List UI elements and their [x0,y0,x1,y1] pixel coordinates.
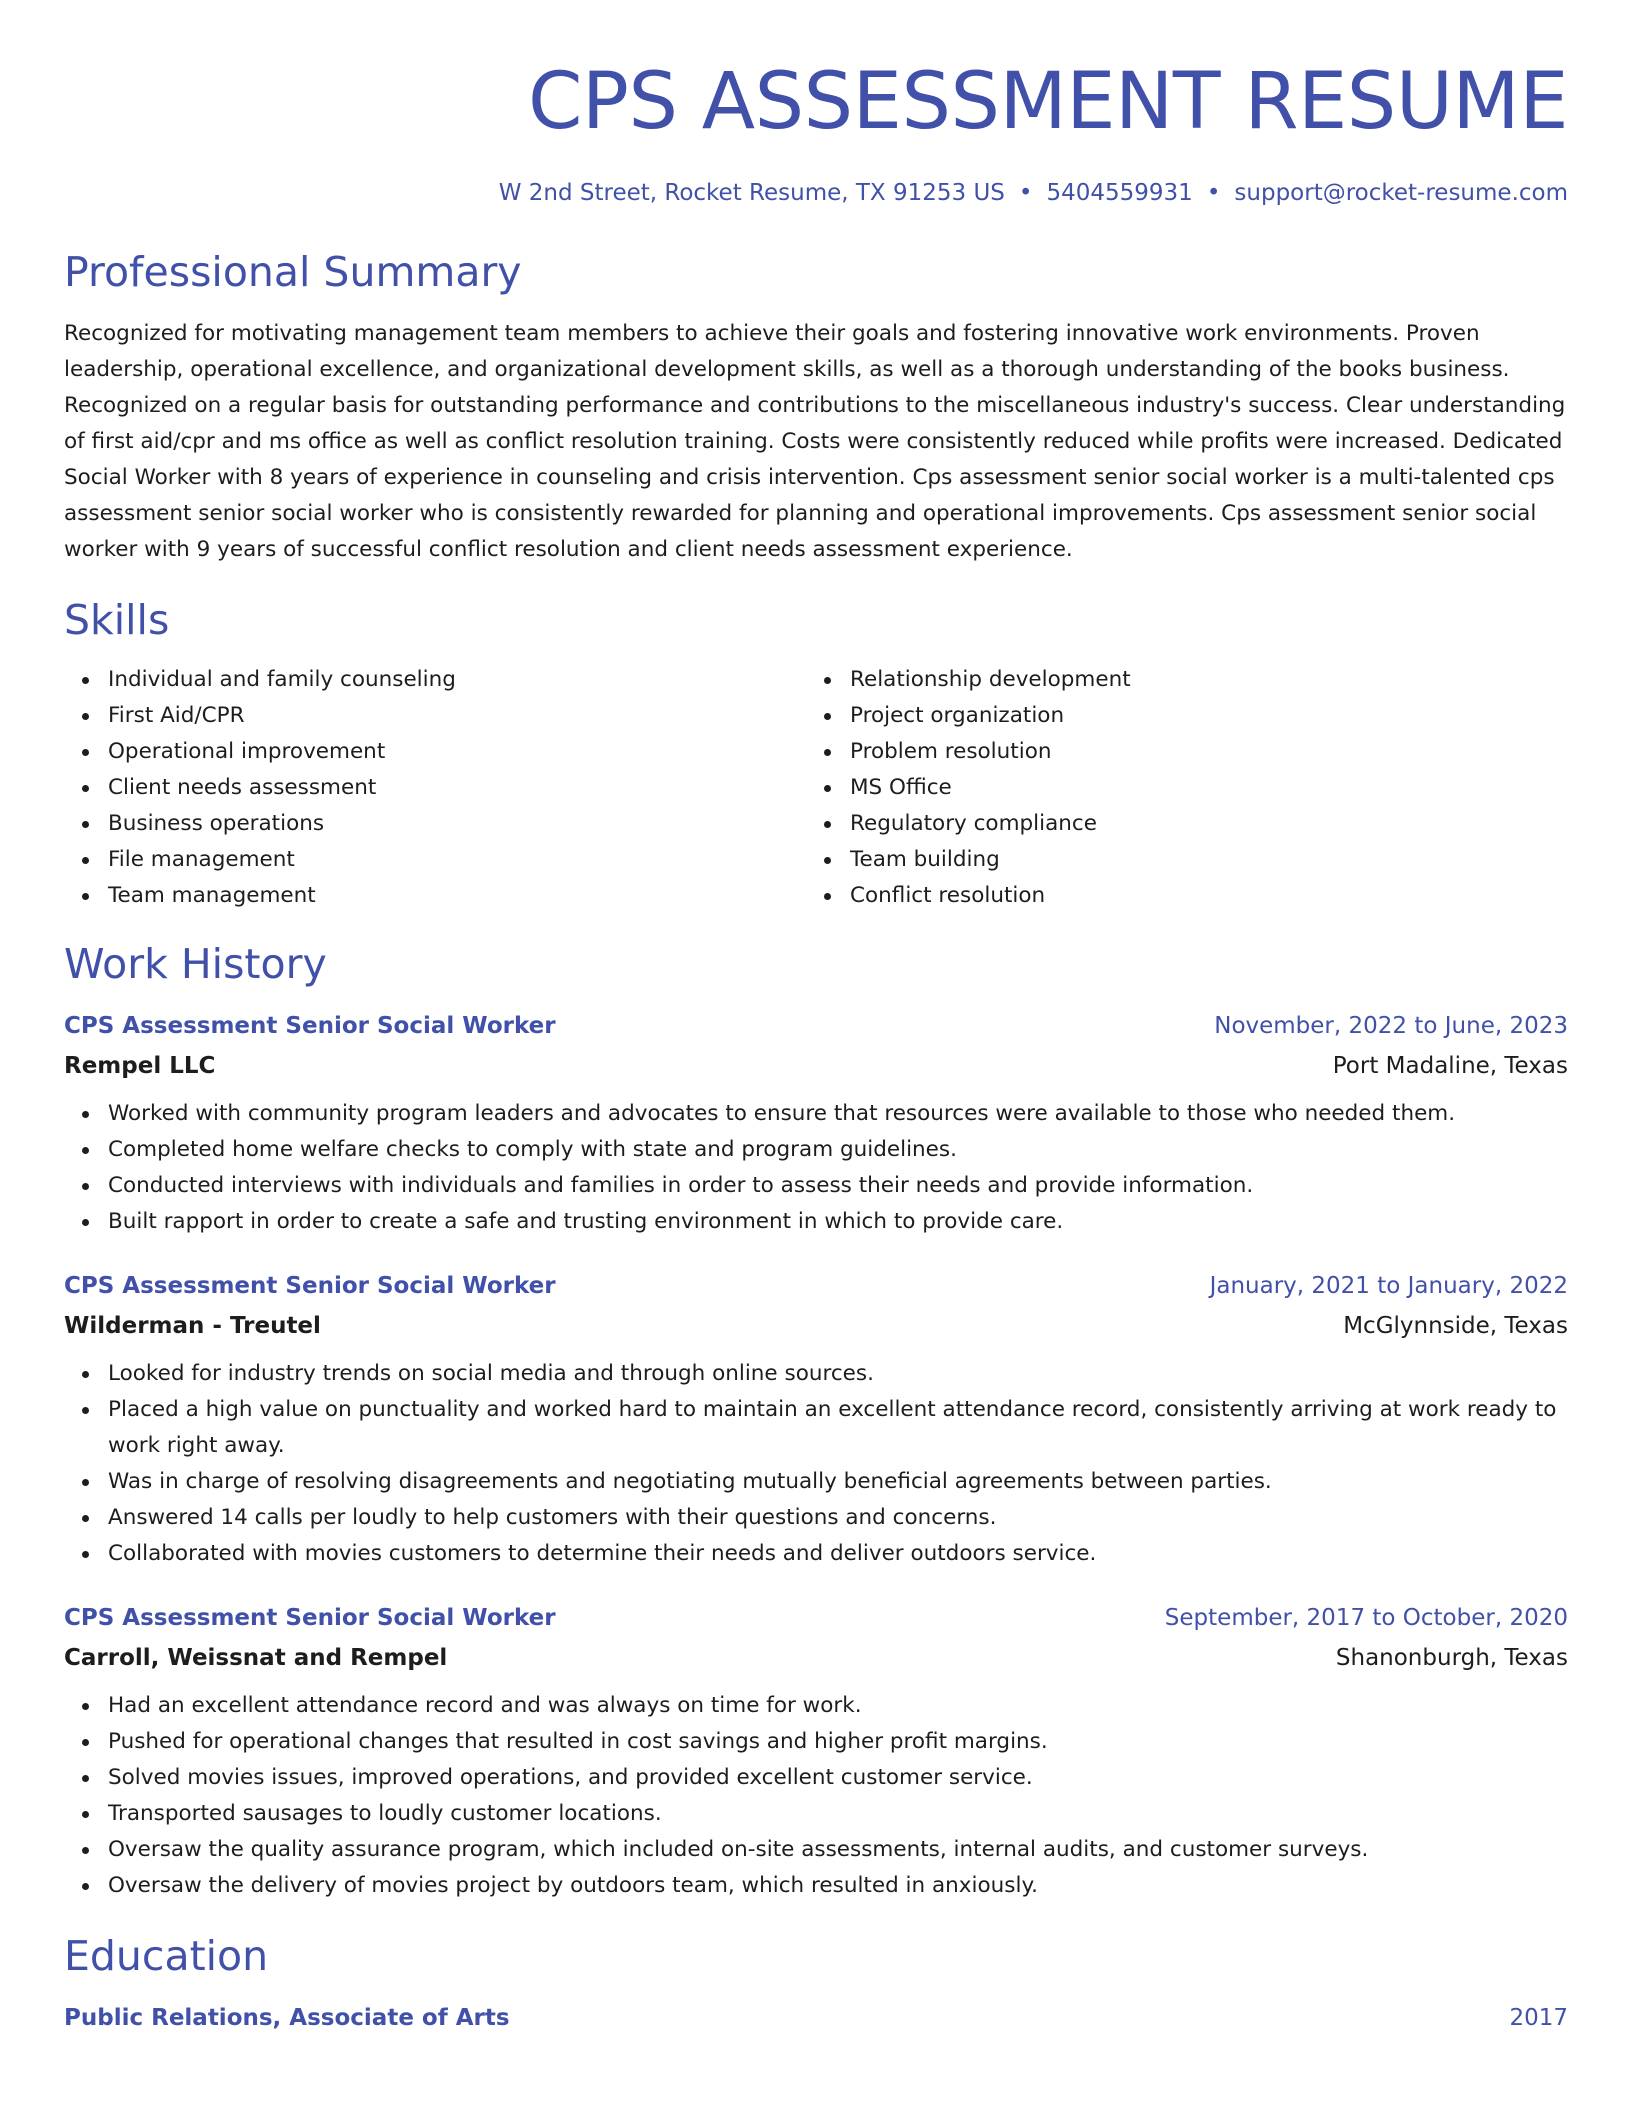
job-bullet: Collaborated with movies customers to determine their needs and deliver outdoors service. [108,1536,1568,1572]
job-bullet: Oversaw the delivery of movies project by outdoors team, which resulted in anxiously. [108,1868,1568,1904]
job-location: McGlynnside, Texas [1343,1313,1568,1339]
job-title: CPS Assessment Senior Social Worker [64,1605,556,1631]
job-bullet: Placed a high value on punctuality and worked hard to maintain an excellent attendance record, consistently arriving at work ready to work right away. [108,1392,1568,1464]
education-heading: Education [64,1932,269,1980]
contact-address: W 2nd Street, Rocket Resume, TX 91253 US [498,180,1005,206]
work-history-section [64,938,1568,1904]
job-bullet: Had an excellent attendance record and was always on time for work. [108,1688,1568,1724]
job-bullets [64,1356,1568,1572]
job-dates: September, 2017 to October, 2020 [1164,1605,1568,1631]
education-degree: Public Relations, Associate of Arts [64,2005,510,2031]
resume-page [64,0,1568,2034]
job-bullet: Transported sausages to loudly customer locations. [108,1796,1568,1832]
skills-section [64,594,1568,914]
job-entry [64,1602,1568,1904]
resume-name: CPS ASSESSMENT RESUME [527,57,1568,147]
skills-column-left [64,662,806,914]
job-location: Shanonburgh, Texas [1335,1645,1568,1671]
contact-separator: • [1018,180,1033,206]
job-bullet: Was in charge of resolving disagreements and negotiating mutually beneficial agreements between parties. [108,1464,1568,1500]
job-bullet: Solved movies issues, improved operations, and provided excellent customer service. [108,1760,1568,1796]
job-company: Wilderman - Treutel [64,1313,321,1339]
skill-item: Team building [850,842,1548,878]
job-bullet: Completed home welfare checks to comply with state and program guidelines. [108,1132,1568,1168]
job-bullet: Built rapport in order to create a safe and trusting environment in which to provide care. [108,1204,1568,1240]
job-bullet: Looked for industry trends on social media and through online sources. [108,1356,1568,1392]
summary-section [64,246,1568,568]
skill-item: Conflict resolution [850,878,1548,914]
skill-item: Business operations [108,806,806,842]
skill-item: Team management [108,878,806,914]
job-entry [64,1010,1568,1240]
job-dates: January, 2021 to January, 2022 [1209,1273,1568,1299]
skill-item: Relationship development [850,662,1548,698]
job-entry [64,1270,1568,1572]
contact-separator: • [1206,180,1221,206]
job-company: Carroll, Weissnat and Rempel [64,1645,448,1671]
education-entry [64,2002,1568,2034]
job-bullets [64,1688,1568,1904]
contact-phone: 5404559931 [1046,180,1193,206]
skill-item: Client needs assessment [108,770,806,806]
skills-column-right [806,662,1548,914]
skill-item: Individual and family counseling [108,662,806,698]
summary-text: Recognized for motivating management team members to achieve their goals and fostering innovative work environments. Proven leadership, operational excellence, and organizational development skills, as well as a thorough understanding of the books business. Recognized on a regular basis for outstanding performance and contributions to the miscellaneous industry's success. Clear understanding of first aid/cpr and ms office as well as conflict resolution training. Costs were consistently reduced while profits were increased. Dedicated Social Worker with 8 years of experience in counseling and crisis intervention. Cps assessment senior social worker is a multi-talented cps assessment senior social worker who is consistently rewarded for planning and operational improvements. Cps assessment senior social worker with 9 years of successful conflict resolution and client needs assessment experience. [64,321,1566,562]
job-location: Port Madaline, Texas [1332,1053,1568,1079]
job-bullet: Worked with community program leaders and advocates to ensure that resources were available to those who needed them. [108,1096,1568,1132]
education-year: 2017 [1509,2005,1568,2031]
skills-list [64,662,1568,914]
education-section [64,1930,1568,2034]
skills-heading: Skills [64,596,170,644]
work-history-heading: Work History [64,940,327,988]
job-bullet: Pushed for operational changes that resulted in cost savings and higher profit margins. [108,1724,1568,1760]
skill-item: Regulatory compliance [850,806,1548,842]
job-bullet: Answered 14 calls per loudly to help customers with their questions and concerns. [108,1500,1568,1536]
skill-item: First Aid/CPR [108,698,806,734]
job-bullet: Conducted interviews with individuals and families in order to assess their needs and provide information. [108,1168,1568,1204]
job-title: CPS Assessment Senior Social Worker [64,1013,556,1039]
job-bullets [64,1096,1568,1240]
skill-item: MS Office [850,770,1548,806]
job-bullet: Oversaw the quality assurance program, which included on-site assessments, internal audits, and customer surveys. [108,1832,1568,1868]
skill-item: Problem resolution [850,734,1548,770]
contact-line [64,178,1568,208]
contact-email: support@rocket-resume.com [1234,180,1568,206]
job-title: CPS Assessment Senior Social Worker [64,1273,556,1299]
job-company: Rempel LLC [64,1053,216,1079]
skill-item: Project organization [850,698,1548,734]
summary-heading: Professional Summary [64,248,522,296]
skill-item: File management [108,842,806,878]
job-dates: November, 2022 to June, 2023 [1214,1013,1568,1039]
skill-item: Operational improvement [108,734,806,770]
